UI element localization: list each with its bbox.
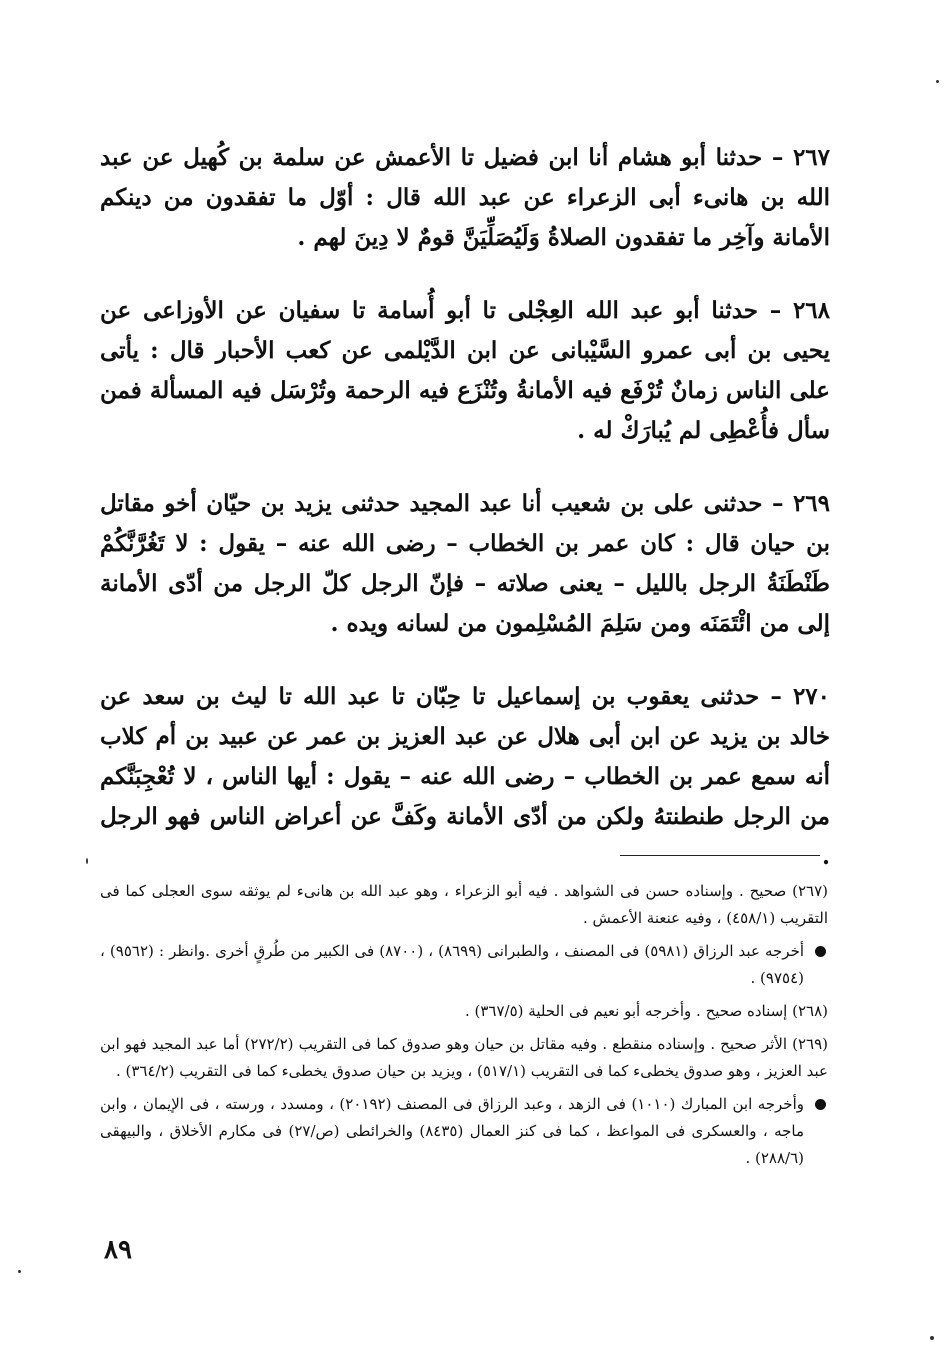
page-number: ٨٩ [104, 1235, 132, 1265]
footnote-separator [620, 855, 820, 856]
bullet-icon [815, 1099, 826, 1110]
footnotes [100, 878, 828, 1178]
scan-speck [936, 80, 939, 83]
footnote-269: (٢٦٩) الأثر صحيح . وإسناده منقطع . وفيه مقاتل بن حيان وهو صدوق كما فى التقريب (٢٧٢/٢) أما عبد المجيد فهو ابن عبد العزيز ، وهو صدوق يخطىء كما فى التقريب (٥١٧/١) ، ويزيد بن حيان صدوق يخطىء كما فى التقريب (٣٦٤/٢) . [100, 1035, 828, 1080]
paragraph-267: ٢٦٧ – حدثنا أبو هشام أنا ابن فضيل تا الأعمش عن سلمة بن كُهيل عن عبد الله بن هانىء أبى الزعراء عن عبد الله قال : أوّل ما تفقدون من دينكم الأمانة وآخِر ما تفقدون الصلاةُ وَلَيُصَلِّيَنَّ قومٌ لا دِينَ لهم . [100, 144, 830, 251]
footnote-text: وأخرجه ابن المبارك (١٠١٠) فى الزهد ، وعبد الرزاق فى المصنف (٢٠١٩٢) ، ومسدد ، ورسته ، فى الإيمان ، وابن ماجه ، والعسكرى فى المواعظ ، كما فى كنز العمال (٨٤٣٥) والخرائطى (ص/٢٧) فى مكارم الأخلاق ، والبيهقى (٢٨٨/٦) . [100, 1095, 804, 1167]
footnote-267: (٢٦٧) صحيح . وإسناده حسن فى الشواهد . فيه أبو الزعراء ، وهو عبد الله بن هانىء لم يوثقه سوى العجلى كما فى التقريب (٤٥٨/١) ، وفيه عنعنة الأعمش . [100, 882, 828, 927]
scan-speck [930, 1336, 934, 1340]
paragraph-269: ٢٦٩ – حدثنى على بن شعيب أنا عبد المجيد حدثنى يزيد بن حيّان أخو مقاتل بن حيان قال : كان عمر بن الخطاب – رضى الله عنه – يقول : لا تَغُرَّنَّكُمْ طَنْطَنَةُ الرجل بالليل – يعنى صلاته – فإنّ الرجل كلّ الرجل من أدّى الأمانة إلى من ائْتَمَنَه ومن سَلِمَ المُسْلِمون من لسانه ويده . [100, 490, 830, 637]
footnote-269-note [100, 1091, 828, 1172]
footnote-268: (٢٦٨) إسناده صحيح . وأخرجه أبو نعيم فى الحلية (٣٦٧/٥) . [464, 1002, 828, 1020]
scan-speck [86, 858, 88, 864]
footnote-267-note [100, 938, 828, 992]
bullet-icon [815, 946, 826, 957]
footnote-text: أخرجه عبد الرزاق (٥٩٨١) فى المصنف ، والطبرانى (٨٦٩٩) ، (٨٧٠٠) فى الكبير من طُرقٍ أخرى .وانظر : (٩٥٦٢) ، (٩٧٥٤) . [100, 942, 805, 987]
main-text [100, 138, 830, 877]
paragraph-270: ٢٧٠ – حدثنى يعقوب بن إسماعيل تا حِبّان تا عبد الله تا ليث بن سعد عن خالد بن يزيد عن ابن أبى هلال عن عبد العزيز بن عمر عن عبيد بن أم كلاب أنه سمع عمر بن الخطاب – رضى الله عنه – يقول : أيها الناس ، لا تُعْجِبَنَّكم من الرجل طنطنتهُ ولكن من أدّى الأمانة وكَفَّ عن أعراض الناس فهو الرجل . [100, 683, 830, 870]
paragraph-268: ٢٦٨ – حدثنا أبو عبد الله العِجْلى تا أبو أُسامة تا سفيان عن الأوزاعى عن يحيى بن أبى عمرو السَّيْبانى عن ابن الدَّيْلمى عن كعب الأحبار قال : يأتى على الناس زمانٌ تُرْفَع فيه الأمانةُ وتُنْزَع فيه الرحمة وتُرْسَل فيه المسألة فمن سأل فأُعْطِى لم يُبارَكْ له . [100, 297, 830, 444]
scan-speck [18, 1270, 21, 1273]
